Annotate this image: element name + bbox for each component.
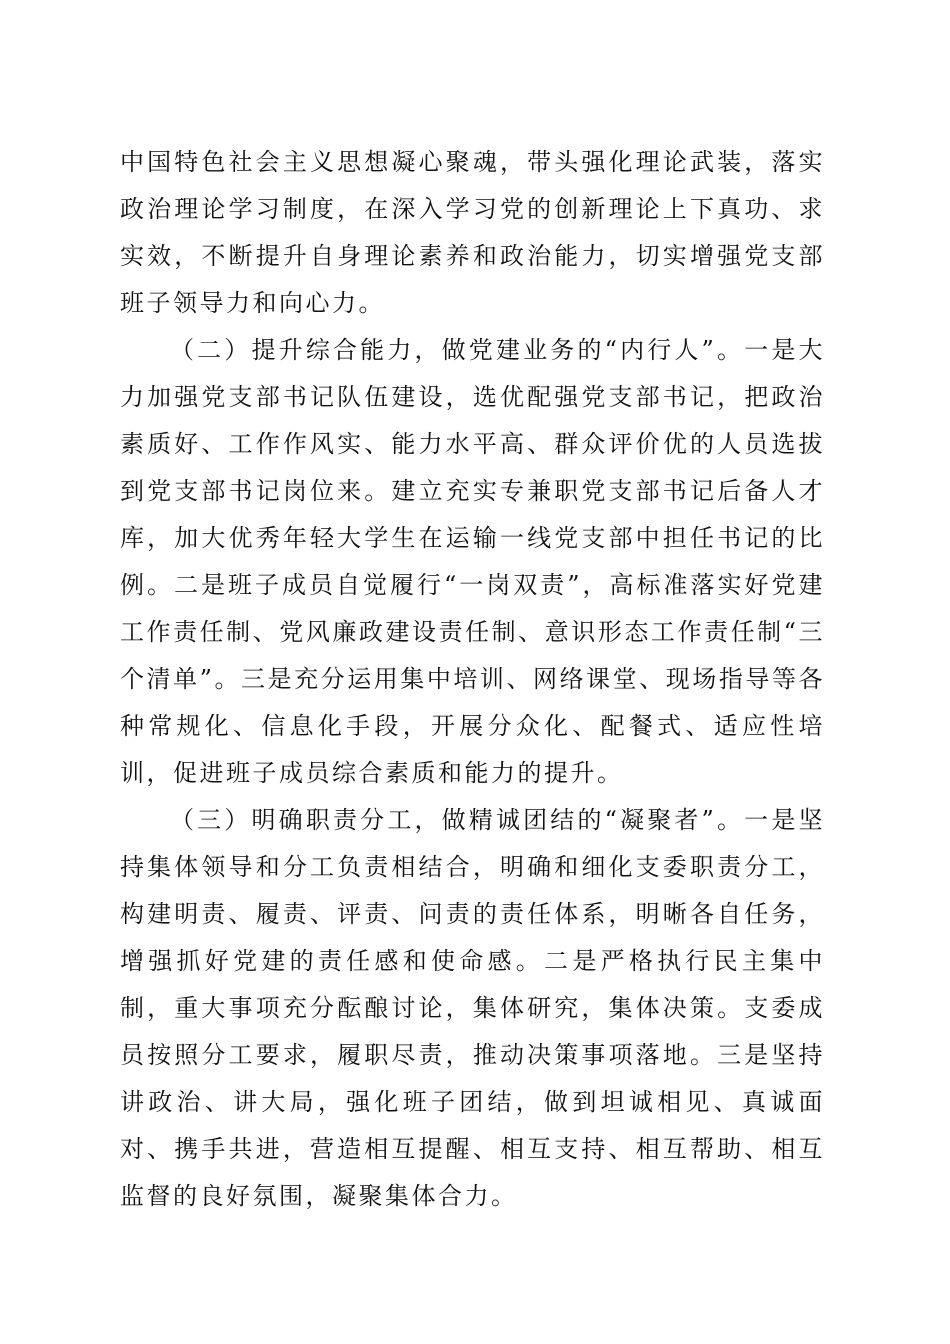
paragraph-section-three: （三）明确职责分工，做精诚团结的“凝聚者”。一是坚持集体领导和分工负责相结合，明确和细化支委职责分工，构建明责、履责、评责、问责的责任体系，明晰各自任务，增强抓好党建的责任感和使命感。二是严格执行民主集中制，重大事项充分酝酿讨论，集体研究，集体决策。支委成员按照分工要求，履职尽责，推动决策事项落地。三是坚持讲政治、讲大局，强化班子团结，做到坦诚相见、真诚面对、携手共进，营造相互提醒、相互支持、相互帮助、相互监督的良好氛围，凝聚集体合力。: [120, 806, 825, 1210]
paragraph-continuation: 中国特色社会主义思想凝心聚魂，带头强化理论武装，落实政治理论学习制度，在深入学习党的创新理论上下真功、求实效，不断提升自身理论素养和政治能力，切实增强党支部班子领导力和向心力。: [120, 148, 825, 317]
document-body: [120, 139, 825, 1220]
paragraph-section-two: （二）提升综合能力，做党建业务的“内行人”。一是大力加强党支部书记队伍建设，选优配强党支部书记，把政治素质好、工作作风实、能力水平高、群众评价优的人员选拔到党支部书记岗位来。建立充实专兼职党支部书记后备人才库，加大优秀年轻大学生在运输一线党支部中担任书记的比例。二是班子成员自觉履行“一岗双责”，高标准落实好党建工作责任制、党风廉政建设责任制、意识形态工作责任制“三个清单”。三是充分运用集中培训、网络课堂、现场指导等各种常规化、信息化手段，开展分众化、配餐式、适应性培训，促进班子成员综合素质和能力的提升。: [120, 336, 825, 787]
